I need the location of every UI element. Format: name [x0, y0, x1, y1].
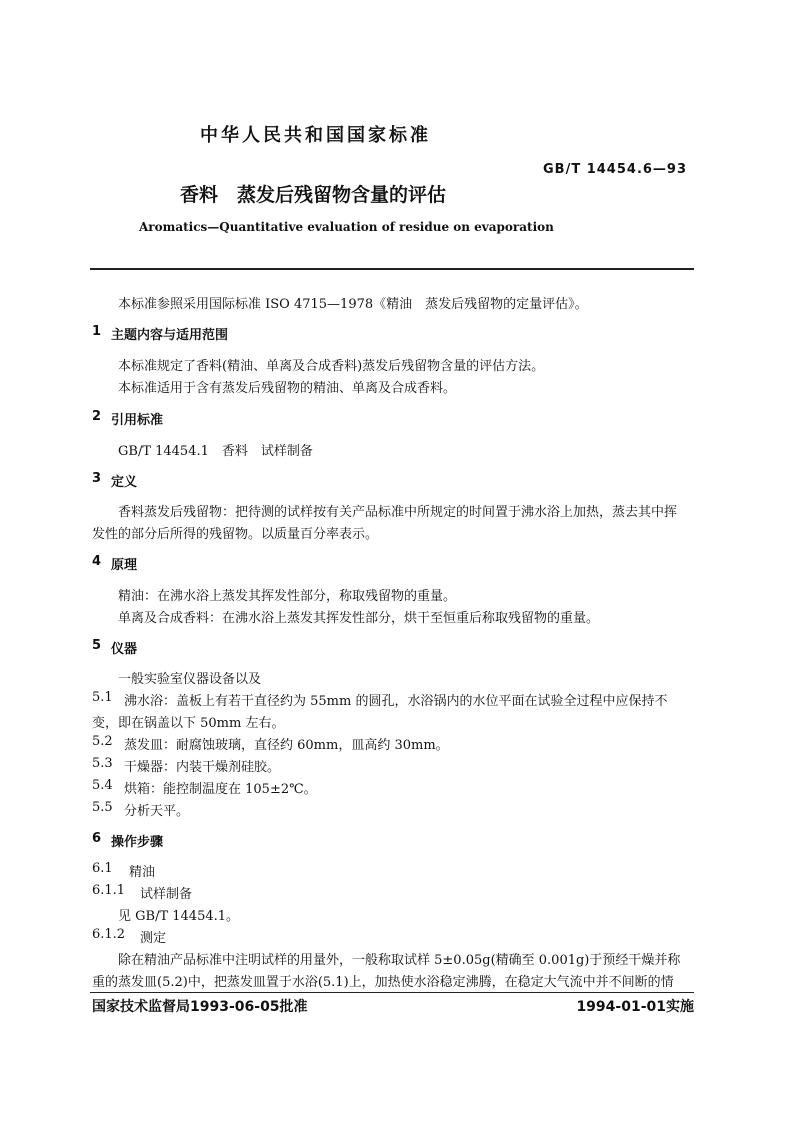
item-5-5-number: 5.5: [92, 800, 113, 815]
intro-paragraph: 本标准参照采用国际标准 ISO 4715—1978《精油 蒸发后残留物的定量评估》。: [118, 297, 588, 312]
section-2-paragraph: GB/T 14454.1 香料 试样制备: [118, 444, 313, 459]
section-5-number: 5: [92, 638, 102, 653]
document-title-en: Aromatics—Quantitative evaluation of residue on evaporation: [139, 220, 554, 234]
subsection-6-1-2-number: 6.1.2: [92, 927, 126, 942]
section-3-paragraph: 香料蒸发后残留物：把待测的试样按有关产品标准中所规定的时间置于沸水浴上加热，蒸去其中挥: [118, 505, 678, 520]
item-5-1-number: 5.1: [92, 690, 113, 705]
section-1-title: 主题内容与适用范围: [111, 328, 229, 343]
item-5-1-text-cont: 变，即在锅盖以下 50mm 左右。: [92, 716, 285, 731]
section-4-paragraph: 单离及合成香料：在沸水浴上蒸发其挥发性部分，烘干至恒重后称取残留物的重量。: [118, 611, 600, 626]
item-5-3-number: 5.3: [92, 756, 113, 771]
section-3-title: 定义: [111, 475, 138, 490]
item-5-2-number: 5.2: [92, 734, 113, 749]
section-5-lead: 一般实验室仪器设备以及: [118, 672, 262, 687]
subsection-6-1-2-text-cont: 重的蒸发皿(5.2)中，把蒸发皿置于水浴(5.1)上，加热使水浴稳定沸腾，在稳定大气流中并不间断的情: [92, 975, 674, 990]
section-3-paragraph-cont: 发性的部分后所得的残留物。以质量百分率表示。: [92, 527, 379, 542]
item-5-3-text: 干燥器：内装干燥剂硅胶。: [124, 760, 281, 775]
section-6-title: 操作步骤: [111, 835, 164, 850]
section-4-paragraph: 精油：在沸水浴上蒸发其挥发性部分，称取残留物的重量。: [118, 589, 457, 604]
section-2-title: 引用标准: [111, 413, 164, 428]
section-2-number: 2: [92, 409, 102, 424]
section-1-paragraph: 本标准规定了香料(精油、单离及合成香料)蒸发后残留物含量的评估方法。: [118, 359, 545, 374]
approval-date: 国家技术监督局1993-06-05批准: [92, 999, 308, 1015]
item-5-5-text: 分析天平。: [124, 804, 190, 819]
section-5-title: 仪器: [111, 642, 138, 657]
standard-org-title: 中华人民共和国国家标准: [200, 125, 431, 146]
standard-code: GB/T 14454.6—93: [543, 162, 688, 177]
item-5-4-number: 5.4: [92, 778, 113, 793]
document-title-cn: 香料 蒸发后残留物含量的评估: [180, 184, 447, 206]
subsection-6-1-2-title: 测定: [140, 931, 167, 946]
section-4-title: 原理: [111, 558, 138, 573]
implementation-date: 1994-01-01实施: [576, 999, 694, 1015]
section-3-number: 3: [92, 471, 102, 486]
subsection-6-1-2-text: 除在精油产品标准中注明试样的用量外，一般称取试样 5±0.05g(精确至 0.001g)于预经干燥并称: [118, 953, 681, 968]
section-1-number: 1: [92, 324, 102, 339]
subsection-6-1-number: 6.1: [92, 861, 113, 876]
header-divider: [90, 268, 694, 270]
section-4-number: 4: [92, 554, 102, 569]
subsection-6-1-title: 精油: [129, 865, 156, 880]
item-5-1-text: 沸水浴：盖板上有若干直径约为 55mm 的圆孔，水浴锅内的水位平面在试验全过程中应保持不: [124, 694, 668, 709]
section-6-number: 6: [92, 831, 102, 846]
subsection-6-1-1-text: 见 GB/T 14454.1。: [118, 909, 240, 924]
subsection-6-1-1-title: 试样制备: [140, 887, 193, 902]
item-5-4-text: 烘箱：能控制温度在 105±2℃。: [124, 782, 317, 797]
footer-divider: [90, 992, 694, 993]
section-1-paragraph: 本标准适用于含有蒸发后残留物的精油、单离及合成香料。: [118, 381, 457, 396]
item-5-2-text: 蒸发皿：耐腐蚀玻璃，直径约 60mm，皿高约 30mm。: [124, 738, 449, 753]
subsection-6-1-1-number: 6.1.1: [92, 883, 126, 898]
